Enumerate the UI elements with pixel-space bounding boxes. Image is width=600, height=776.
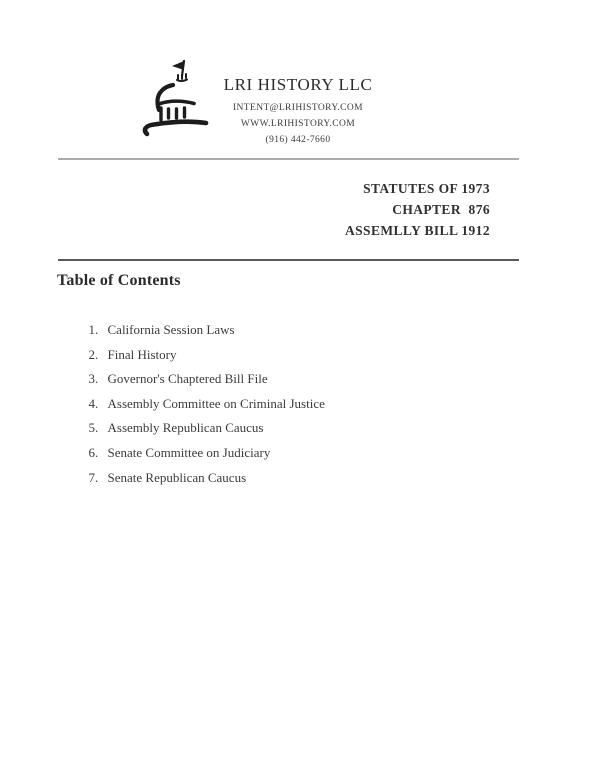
assembly-bill-line: ASSEMLLY BILL 1912 — [344, 222, 490, 238]
toc-item-label: Governor's Chaptered Bill File — [107, 371, 268, 387]
toc-item-number: 2. — [88, 346, 99, 362]
toc-item-label: Final History — [107, 346, 177, 362]
divider-bottom — [58, 259, 519, 261]
toc-item — [69, 306, 325, 337]
case-info-block — [240, 179, 490, 241]
toc-item-label: Assembly Republican Caucus — [107, 420, 264, 436]
toc-item-number: 4. — [88, 395, 99, 411]
toc-title: Table of Contents — [57, 272, 181, 289]
toc-item-number: 5. — [88, 420, 99, 436]
toc-item-number: 1. — [88, 322, 99, 337]
divider-top — [58, 158, 519, 160]
toc-item-label: Senate Republican Caucus — [107, 469, 247, 485]
company-phone: (916) 442-7660 — [265, 135, 331, 145]
toc-item-label: Assembly Committee on Criminal Justice — [107, 395, 325, 411]
toc-item-label: Senate Committee on Judiciary — [107, 444, 271, 460]
company-email: INTENT@LRIHISTORY.COM — [232, 103, 363, 113]
letterhead — [200, 75, 396, 148]
toc-list — [69, 306, 325, 485]
toc-item-label: California Session Laws — [107, 322, 235, 337]
toc-item-number: 7. — [88, 469, 99, 485]
toc-item-number: 6. — [88, 444, 99, 460]
company-website: WWW.LRIHISTORY.COM — [240, 119, 356, 129]
chapter-line: CHAPTER 876 — [392, 201, 490, 217]
statutes-line: STATUTES OF 1973 — [363, 181, 490, 196]
company-name: LRI HISTORY LLC — [223, 75, 373, 94]
toc-item-number: 3. — [88, 371, 99, 387]
